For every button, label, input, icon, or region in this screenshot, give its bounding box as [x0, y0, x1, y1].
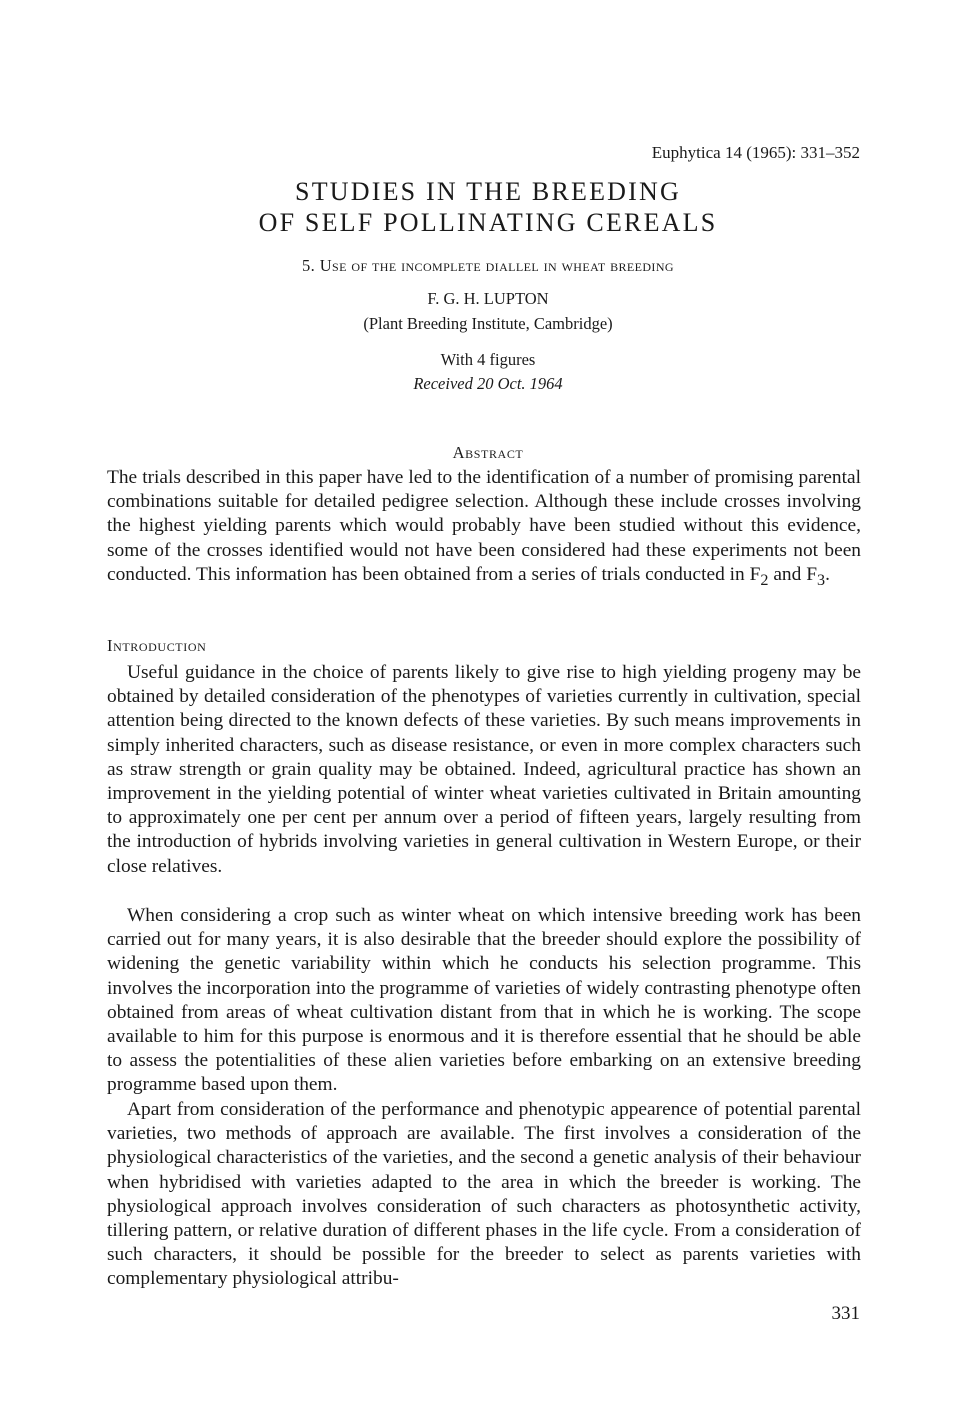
introduction-heading: Introduction [107, 636, 207, 655]
received-date: Received 20 Oct. 1964 [413, 374, 563, 393]
journal-reference: Euphytica 14 (1965): 331–352 [651, 143, 860, 162]
and-word: and [773, 563, 802, 585]
introduction-paragraph-2: When considering a crop such as winter wheat on which intensive breeding work has been carried out for many years, it is also desirable that the breeder should explore the possibility of widening the genetic variability within which he conducts his selection programme. This involves the incorporation into the programme of varieties of widely contrasting phenotype often obtained from areas of wheat cultivation distant from that in which he is working. The scope available to him for this purpose is enormous and it is therefore essential that he should be able to assess the potentialities of these alien varieties before embarking on an extensive breeding programme based upon them. [107, 905, 861, 1096]
article-subtitle: 5. Use of the incomplete diallel in wheat breeding [302, 256, 674, 275]
title-line-2: OF SELF POLLINATING CEREALS [258, 208, 718, 237]
title-line-1: STUDIES IN THE BREEDING [295, 177, 681, 206]
abstract-text: The trials described in this paper have led to the identification of a number of promising parental combinations suitable for detailed pedigree selection. Although these include crosses involving the highest yielding parents which would probably have been studied without this evidence, some of the crosses identified would not have been considered had these experiments not been conducted. This information has been obtained from a series of trials conducted in $F_2$ and $F_3$. [107, 467, 861, 589]
page-number: 331 [831, 1303, 860, 1324]
introduction-paragraph-1: Useful guidance in the choice of parents likely to give rise to high yielding progeny may be obtained by detailed consideration of the phenotypes of varieties currently in cultivation, special attention being directed to the known defects of these varieties. By such means improvements in simply inherited characters, such as disease resistance, or even in more complex characters such as straw strength or grain quality may be obtained. Indeed, agricultural practice has shown an improvement in the yielding potential of winter wheat varieties cultivated in Britain amounting to approximately one per cent per annum over a period of fifteen years, largely resulting from the introduction of hybrids involving varieties in general cultivation in Western Europe, or their close relatives. [107, 662, 861, 877]
introduction-paragraph-3: Apart from consideration of the performance and phenotypic appearence of potential parental varieties, two methods of approach are available. The first involves a consideration of the physiological characteristics of the varieties, and the second a genetic analysis of their behaviour when hybridised with varieties adapted to the area in which the breeder is working. The physiological approach involves consideration of such characters as photosynthetic activity, tillering pattern, or relative duration of different phases in the life cycle. From a consideration of such characters, it should be possible for the breeder to select as parents varieties with complementary physiological attribu- [107, 1099, 861, 1290]
author-name: F. G. H. LUPTON [427, 289, 549, 308]
author-affiliation: (Plant Breeding Institute, Cambridge) [363, 314, 613, 333]
figures-note: With 4 figures [440, 350, 536, 369]
abstract-heading: Abstract [452, 443, 524, 462]
f2-symbol: $F_2$ [749, 563, 769, 589]
article-title [0, 176, 976, 238]
abstract-body: The trials described in this paper have led to the identification of a number of promising parental combinations suitable for detailed pedigree selection. Although these include crosses involving the highest yielding parents which would probably have been studied without this evidence, some of the crosses identified would not have been considered had these experiments not been conducted. This information has been obtained from a series of trials conducted in [107, 467, 861, 585]
f3-symbol: $F_3$ [806, 563, 826, 589]
